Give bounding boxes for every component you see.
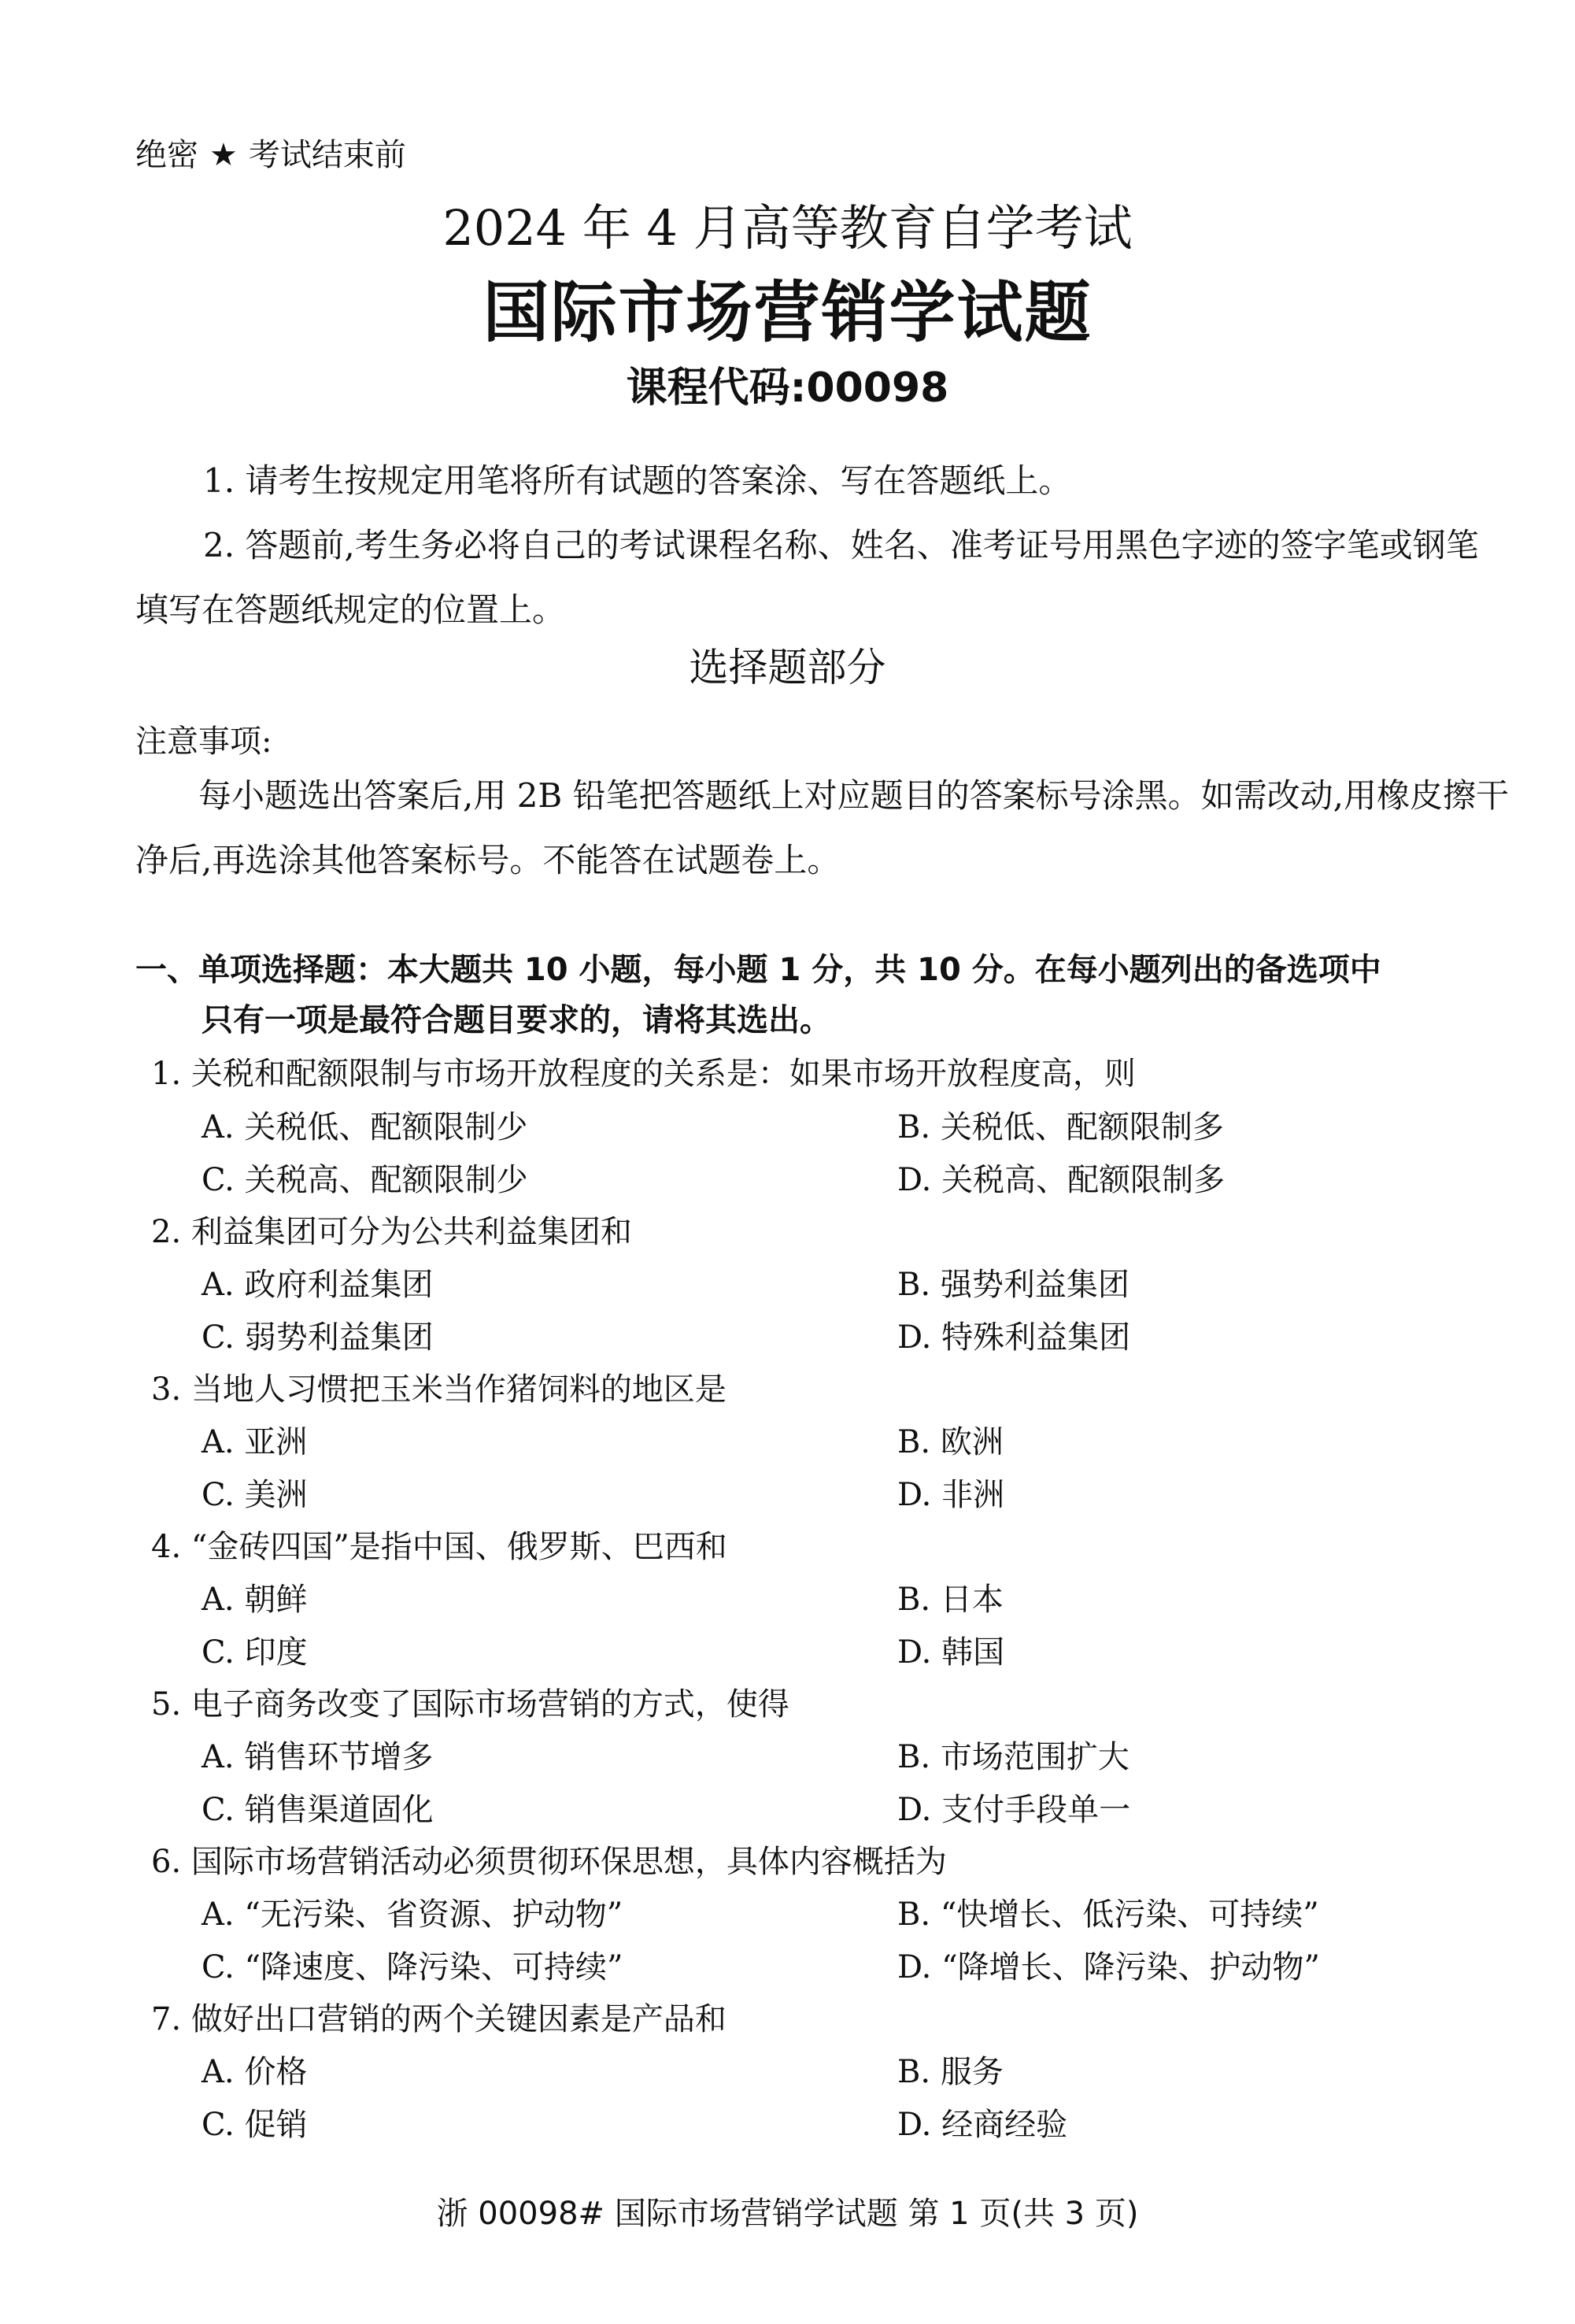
question-stem: 4. “金砖四国”是指中国、俄罗斯、巴西和 <box>151 1529 727 1565</box>
part-one-line2: 只有一项是最符合题目要求的，请将其选出。 <box>201 1002 831 1038</box>
paper-title: 国际市场营销学试题 <box>482 274 1093 351</box>
option-c: C. 销售渠道固化 <box>201 1792 434 1828</box>
question-stem: 7. 做好出口营销的两个关键因素是产品和 <box>151 2001 726 2037</box>
option-d: D. 非洲 <box>897 1477 1005 1513</box>
course-code: 课程代码:00098 <box>626 365 949 412</box>
instruction-2-cont: 填写在答题纸规定的位置上。 <box>135 590 566 629</box>
option-d: D. 关税高、配额限制多 <box>897 1162 1226 1198</box>
option-c: C. 印度 <box>201 1634 308 1671</box>
option-b: B. 关税低、配额限制多 <box>897 1109 1224 1145</box>
option-a: A. 价格 <box>201 2054 308 2090</box>
part-one-heading <box>135 945 1381 1045</box>
question-stem: 2. 利益集团可分为公共利益集团和 <box>151 1214 632 1250</box>
option-b: B. 服务 <box>897 2054 1004 2090</box>
option-a: A. 政府利益集团 <box>201 1267 434 1303</box>
question-stem: 6. 国际市场营销活动必须贯彻环保思想，具体内容概括为 <box>151 1844 947 1880</box>
option-c: C. 关税高、配额限制少 <box>201 1162 528 1198</box>
secret-suffix: 考试结束前 <box>248 137 406 173</box>
option-a: A. “无污染、省资源、护动物” <box>201 1897 623 1933</box>
option-b: B. 日本 <box>897 1582 1004 1618</box>
option-c: C. “降速度、降污染、可持续” <box>201 1949 623 1985</box>
attention-text: 每小题选出答案后,用 2B 铅笔把答题纸上对应题目的答案标号涂黑。如需改动,用橡皮擦干净后,再选涂其他答案标号。不能答在试题卷上。 <box>135 776 1509 879</box>
confidential-label <box>135 130 406 175</box>
question-stem: 1. 关税和配额限制与市场开放程度的关系是：如果市场开放程度高，则 <box>151 1056 1136 1092</box>
option-a: A. 亚洲 <box>201 1424 308 1460</box>
page-footer: 浙 00098# 国际市场营销学试题 第 1 页(共 3 页) <box>436 2196 1139 2232</box>
star-icon: ★ <box>209 137 238 173</box>
option-b: B. “快增长、低污染、可持续” <box>897 1897 1319 1933</box>
option-c: C. 弱势利益集团 <box>201 1319 434 1356</box>
option-d: D. 特殊利益集团 <box>897 1319 1131 1356</box>
option-c: C. 美洲 <box>201 1477 308 1513</box>
option-b: B. 欧洲 <box>897 1424 1004 1460</box>
option-a: A. 朝鲜 <box>201 1582 308 1618</box>
option-c: C. 促销 <box>201 2107 308 2143</box>
attention-label: 注意事项: <box>135 723 272 760</box>
option-b: B. 市场范围扩大 <box>897 1739 1129 1775</box>
option-d: D. 支付手段单一 <box>897 1792 1131 1828</box>
question-stem: 3. 当地人习惯把玉米当作猪饲料的地区是 <box>151 1371 726 1408</box>
instruction-1: 1. 请考生按规定用笔将所有试题的答案涂、写在答题纸上。 <box>203 461 1072 500</box>
section-title: 选择题部分 <box>689 645 886 690</box>
secret-text: 绝密 <box>135 137 198 173</box>
exam-title: 2024 年 4 月高等教育自学考试 <box>442 199 1133 257</box>
option-d: D. “降增长、降污染、护动物” <box>897 1949 1320 1985</box>
option-b: B. 强势利益集团 <box>897 1267 1129 1303</box>
option-a: A. 销售环节增多 <box>201 1739 434 1775</box>
part-one-line1: 一、单项选择题：本大题共 10 小题，每小题 1 分，共 10 分。在每小题列出的备选项中 <box>135 952 1381 988</box>
instruction-2: 2. 答题前,考生务必将自己的考试课程名称、姓名、准考证号用黑色字迹的签字笔或钢笔 <box>203 526 1479 564</box>
option-a: A. 关税低、配额限制少 <box>201 1109 528 1145</box>
option-d: D. 韩国 <box>897 1634 1005 1671</box>
option-d: D. 经商经验 <box>897 2107 1068 2143</box>
question-stem: 5. 电子商务改变了国际市场营销的方式，使得 <box>151 1686 789 1723</box>
